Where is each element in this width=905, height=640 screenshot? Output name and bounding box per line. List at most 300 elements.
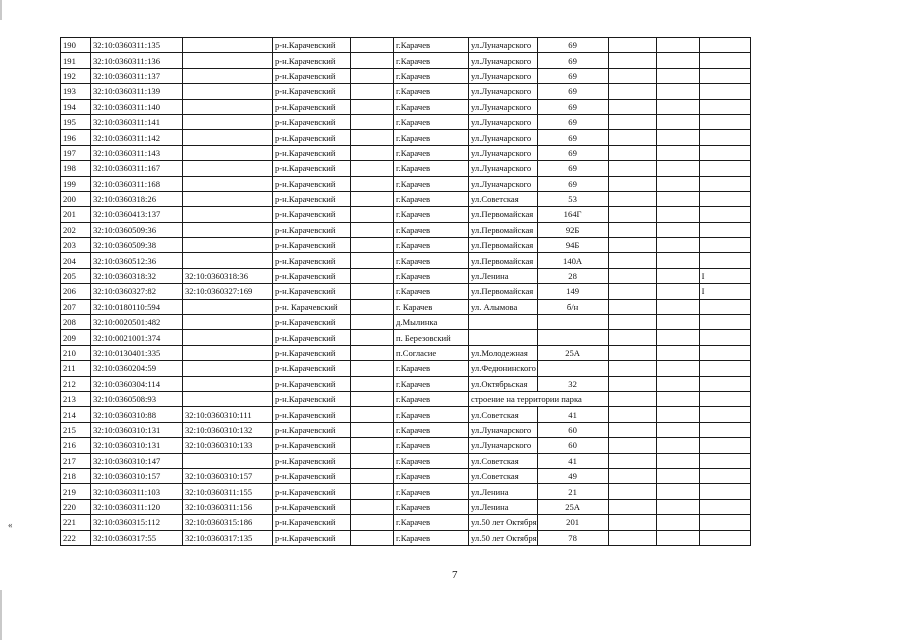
cell-row-number: 215 [61,422,91,437]
cell-spacer [351,484,394,499]
cell-related-cadastral-number [183,315,273,330]
cell-blank-a [608,315,656,330]
cell-settlement: г.Карачев [394,499,469,514]
cell-row-number: 212 [61,376,91,391]
cell-blank-b [656,161,699,176]
cell-blank-b [656,361,699,376]
table-row [61,315,751,330]
cell-settlement: г.Карачев [394,253,469,268]
cell-street: ул.Луначарского [469,176,538,191]
cell-blank-b [656,222,699,237]
cell-house-number: 69 [537,130,608,145]
cell-street [469,330,538,345]
cell-mark [699,176,750,191]
cell-blank-b [656,453,699,468]
table-row [61,391,751,406]
cell-blank-a [608,438,656,453]
cell-house-number: 69 [537,99,608,114]
cell-settlement: г.Карачев [394,438,469,453]
cell-street: ул.Молодежная [469,345,538,360]
cell-related-cadastral-number: 32:10:0360310:157 [183,468,273,483]
cell-related-cadastral-number [183,238,273,253]
cell-blank-a [608,284,656,299]
cell-street: ул.Луначарского [469,145,538,160]
table-row [61,453,751,468]
cell-house-number: 69 [537,53,608,68]
cell-settlement: г.Карачев [394,453,469,468]
cell-street: ул.Луначарского [469,130,538,145]
cell-district: р-н.Карачевский [273,130,351,145]
cell-spacer [351,68,394,83]
cell-mark [699,299,750,314]
cell-district: р-н.Карачевский [273,68,351,83]
cell-row-number: 199 [61,176,91,191]
cell-street: ул.Первомайская [469,253,538,268]
cell-row-number: 197 [61,145,91,160]
cell-cadastral-number: 32:10:0020501:482 [91,315,183,330]
cell-mark [699,38,750,53]
cell-row-number: 216 [61,438,91,453]
cell-blank-b [656,114,699,129]
cell-street: ул.Первомайская [469,284,538,299]
cell-cadastral-number: 32:10:0360311:168 [91,176,183,191]
cell-spacer [351,438,394,453]
cell-district: р-н.Карачевский [273,499,351,514]
cell-mark: I [699,268,750,283]
cell-street: ул.50 лет Октября [469,515,538,530]
cell-spacer [351,114,394,129]
cell-settlement: г.Карачев [394,130,469,145]
cell-house-number [537,361,608,376]
cell-spacer [351,530,394,545]
cell-blank-b [656,438,699,453]
cell-row-number: 221 [61,515,91,530]
cell-house-number: 25А [537,499,608,514]
cell-street: ул.Октябрьская [469,376,538,391]
cell-settlement: г.Карачев [394,191,469,206]
table-row [61,114,751,129]
cell-house-number: 69 [537,161,608,176]
cell-spacer [351,422,394,437]
cadastral-register-table [60,37,751,546]
cell-blank-a [608,268,656,283]
cell-settlement: г.Карачев [394,84,469,99]
table-row [61,284,751,299]
cell-cadastral-number: 32:10:0360318:26 [91,191,183,206]
cell-related-cadastral-number [183,207,273,222]
margin-mark: « [8,520,13,530]
cell-related-cadastral-number [183,99,273,114]
cell-cadastral-number: 32:10:0360311:140 [91,99,183,114]
cell-house-number: 32 [537,376,608,391]
cell-mark [699,438,750,453]
cell-district: р-н.Карачевский [273,330,351,345]
cell-related-cadastral-number [183,299,273,314]
cell-related-cadastral-number [183,114,273,129]
cell-house-number [537,330,608,345]
cell-cadastral-number: 32:10:0360509:38 [91,238,183,253]
cell-mark [699,391,750,406]
cell-cadastral-number: 32:10:0360204:59 [91,361,183,376]
cell-settlement: г.Карачев [394,361,469,376]
cell-street: ул.Луначарского [469,161,538,176]
cell-related-cadastral-number: 32:10:0360310:133 [183,438,273,453]
cell-blank-a [608,253,656,268]
cell-row-number: 195 [61,114,91,129]
cell-settlement: г.Карачев [394,422,469,437]
cell-cadastral-number: 32:10:0360311:141 [91,114,183,129]
cell-blank-a [608,345,656,360]
cell-settlement: г.Карачев [394,176,469,191]
cell-blank-b [656,238,699,253]
cell-blank-b [656,345,699,360]
table-row [61,422,751,437]
cell-related-cadastral-number: 32:10:0360317:135 [183,530,273,545]
cell-cadastral-number: 32:10:0360327:82 [91,284,183,299]
cell-cadastral-number: 32:10:0360318:32 [91,268,183,283]
cell-house-number: 25А [537,345,608,360]
cell-cadastral-number: 32:10:0360311:135 [91,38,183,53]
cell-cadastral-number: 32:10:0360310:147 [91,453,183,468]
cell-mark [699,453,750,468]
table-row [61,468,751,483]
cell-blank-b [656,376,699,391]
cell-house-number: 69 [537,68,608,83]
cell-district: р-н.Карачевский [273,114,351,129]
cell-house-number [537,315,608,330]
cell-cadastral-number: 32:10:0360311:136 [91,53,183,68]
cell-spacer [351,315,394,330]
table-row [61,238,751,253]
cell-row-number: 209 [61,330,91,345]
cell-blank-a [608,99,656,114]
cell-blank-b [656,145,699,160]
cell-district: р-н.Карачевский [273,422,351,437]
cell-row-number: 210 [61,345,91,360]
cell-row-number: 198 [61,161,91,176]
cell-row-number: 201 [61,207,91,222]
cell-spacer [351,38,394,53]
cell-blank-a [608,484,656,499]
cell-house-number: 164Г [537,207,608,222]
cell-blank-a [608,161,656,176]
scan-edge-top [0,0,2,20]
cell-blank-a [608,176,656,191]
cell-house-number: 140А [537,253,608,268]
cell-district: р-н.Карачевский [273,315,351,330]
cell-related-cadastral-number [183,68,273,83]
cell-blank-b [656,299,699,314]
table-row [61,376,751,391]
cell-house-number: 78 [537,530,608,545]
cell-mark [699,515,750,530]
cell-related-cadastral-number [183,191,273,206]
cell-mark [699,253,750,268]
cell-district: р-н.Карачевский [273,176,351,191]
cell-street: ул.Луначарского [469,114,538,129]
cell-row-number: 204 [61,253,91,268]
cell-street: ул.Первомайская [469,207,538,222]
cell-row-number: 200 [61,191,91,206]
cell-cadastral-number: 32:10:0360310:131 [91,422,183,437]
cell-cadastral-number: 32:10:0360311:137 [91,68,183,83]
cell-related-cadastral-number [183,253,273,268]
cell-cadastral-number: 32:10:0360315:112 [91,515,183,530]
cell-row-number: 206 [61,284,91,299]
cell-house-number: 69 [537,84,608,99]
cell-cadastral-number: 32:10:0360310:88 [91,407,183,422]
cell-spacer [351,299,394,314]
cell-spacer [351,453,394,468]
cell-blank-a [608,222,656,237]
cell-related-cadastral-number: 32:10:0360311:155 [183,484,273,499]
cell-street [469,315,538,330]
cell-blank-b [656,407,699,422]
cell-district: р-н. Карачевский [273,299,351,314]
cell-related-cadastral-number [183,361,273,376]
cell-related-cadastral-number [183,330,273,345]
cell-district: р-н.Карачевский [273,361,351,376]
cell-related-cadastral-number: 32:10:0360327:169 [183,284,273,299]
cell-street: ул.Луначарского [469,99,538,114]
cell-row-number: 192 [61,68,91,83]
cell-street: ул. Алымова [469,299,538,314]
cell-row-number: 205 [61,268,91,283]
table-row [61,299,751,314]
cell-mark [699,238,750,253]
cell-related-cadastral-number: 32:10:0360310:111 [183,407,273,422]
cell-mark [699,499,750,514]
cell-spacer [351,468,394,483]
cell-spacer [351,130,394,145]
cell-settlement: г.Карачев [394,530,469,545]
cell-district: р-н.Карачевский [273,284,351,299]
cell-house-number: 60 [537,422,608,437]
cell-house-number: 69 [537,38,608,53]
cell-street: ул.Ленина [469,268,538,283]
cell-spacer [351,515,394,530]
cell-blank-b [656,391,699,406]
cell-house-number: 41 [537,407,608,422]
cell-row-number: 217 [61,453,91,468]
cell-district: р-н.Карачевский [273,515,351,530]
cell-mark [699,130,750,145]
table-row [61,484,751,499]
cell-district: р-н.Карачевский [273,268,351,283]
cell-blank-a [608,376,656,391]
cell-blank-a [608,145,656,160]
cell-district: р-н.Карачевский [273,391,351,406]
cell-blank-a [608,68,656,83]
cell-district: р-н.Карачевский [273,53,351,68]
cell-mark [699,468,750,483]
table-row [61,207,751,222]
cell-related-cadastral-number [183,176,273,191]
cell-district: р-н.Карачевский [273,207,351,222]
cell-district: р-н.Карачевский [273,438,351,453]
cell-blank-a [608,453,656,468]
cell-street: ул.Луначарского [469,438,538,453]
cell-street: ул.Ленина [469,484,538,499]
cell-spacer [351,145,394,160]
cell-settlement: г.Карачев [394,376,469,391]
cell-blank-a [608,38,656,53]
cell-house-number: 92Б [537,222,608,237]
cell-related-cadastral-number: 32:10:0360315:186 [183,515,273,530]
cell-blank-a [608,499,656,514]
table-row [61,53,751,68]
cell-house-number: 21 [537,484,608,499]
table-row [61,176,751,191]
cell-blank-b [656,268,699,283]
cell-blank-b [656,99,699,114]
cell-blank-a [608,515,656,530]
cell-blank-a [608,207,656,222]
cell-blank-b [656,330,699,345]
cell-blank-a [608,530,656,545]
cell-spacer [351,268,394,283]
cell-settlement: г.Карачев [394,68,469,83]
cell-settlement: г. Карачев [394,299,469,314]
cell-mark [699,53,750,68]
page-number: 7 [452,569,458,581]
cell-row-number: 196 [61,130,91,145]
cell-street: ул.Советская [469,407,538,422]
cell-district: р-н.Карачевский [273,376,351,391]
cell-blank-b [656,68,699,83]
cell-house-number: 60 [537,438,608,453]
cell-street: ул.Советская [469,191,538,206]
cell-street: ул.Советская [469,468,538,483]
cell-settlement: г.Карачев [394,284,469,299]
cell-row-number: 218 [61,468,91,483]
cell-district: р-н.Карачевский [273,345,351,360]
cell-cadastral-number: 32:10:0360310:157 [91,468,183,483]
cell-house-number: б/н [537,299,608,314]
cell-settlement: г.Карачев [394,222,469,237]
cell-mark [699,484,750,499]
table-row [61,84,751,99]
cell-settlement: п.Согласие [394,345,469,360]
cell-mark [699,530,750,545]
cell-mark [699,84,750,99]
cell-row-number: 193 [61,84,91,99]
cell-spacer [351,99,394,114]
cell-street: ул.Луначарского [469,38,538,53]
table-row [61,407,751,422]
cell-blank-b [656,499,699,514]
cell-related-cadastral-number: 32:10:0360311:156 [183,499,273,514]
cell-mark [699,161,750,176]
cell-related-cadastral-number: 32:10:0360310:132 [183,422,273,437]
cell-cadastral-number: 32:10:0360413:137 [91,207,183,222]
cell-house-number: 69 [537,145,608,160]
cell-row-number: 203 [61,238,91,253]
cell-blank-a [608,407,656,422]
cell-settlement: д.Мылинка [394,315,469,330]
cell-mark [699,422,750,437]
table-row [61,515,751,530]
cell-district: р-н.Карачевский [273,161,351,176]
cell-blank-b [656,253,699,268]
cell-district: р-н.Карачевский [273,453,351,468]
cell-spacer [351,161,394,176]
cell-row-number: 214 [61,407,91,422]
cell-blank-b [656,422,699,437]
cell-blank-a [608,299,656,314]
cell-related-cadastral-number [183,38,273,53]
cell-settlement: г.Карачев [394,145,469,160]
cell-related-cadastral-number [183,130,273,145]
cell-cadastral-number: 32:10:0360311:142 [91,130,183,145]
table-row [61,222,751,237]
cell-house-number: 49 [537,468,608,483]
cell-row-number: 220 [61,499,91,514]
cell-house-number: 28 [537,268,608,283]
cell-mark [699,207,750,222]
table-row [61,130,751,145]
cell-street: строение на территории парка [469,391,609,406]
cell-row-number: 202 [61,222,91,237]
table-row [61,191,751,206]
cell-blank-b [656,315,699,330]
cell-street: ул.50 лет Октября [469,530,538,545]
cell-blank-b [656,176,699,191]
cell-street: ул.Луначарского [469,68,538,83]
cell-street: ул.Луначарского [469,53,538,68]
cell-blank-a [608,191,656,206]
cell-spacer [351,391,394,406]
cell-related-cadastral-number [183,145,273,160]
cell-cadastral-number: 32:10:0021001:374 [91,330,183,345]
cell-settlement: г.Карачев [394,53,469,68]
cell-spacer [351,361,394,376]
cell-district: р-н.Карачевский [273,84,351,99]
cell-spacer [351,207,394,222]
cell-spacer [351,499,394,514]
cell-spacer [351,176,394,191]
cell-house-number: 53 [537,191,608,206]
cell-mark: I [699,284,750,299]
cell-spacer [351,238,394,253]
cell-street: ул.Первомайская [469,222,538,237]
cell-district: р-н.Карачевский [273,222,351,237]
cell-related-cadastral-number: 32:10:0360318:36 [183,268,273,283]
cell-blank-a [608,238,656,253]
cell-mark [699,407,750,422]
table-row [61,161,751,176]
cell-street: ул.Луначарского [469,422,538,437]
table-row [61,499,751,514]
cell-cadastral-number: 32:10:0360508:93 [91,391,183,406]
cell-blank-a [608,391,656,406]
cell-settlement: г.Карачев [394,391,469,406]
cell-spacer [351,407,394,422]
cell-cadastral-number: 32:10:0360311:103 [91,484,183,499]
cell-row-number: 211 [61,361,91,376]
cell-related-cadastral-number [183,391,273,406]
cell-cadastral-number: 32:10:0360509:36 [91,222,183,237]
cell-blank-b [656,284,699,299]
table-row [61,268,751,283]
cell-settlement: г.Карачев [394,238,469,253]
cell-mark [699,315,750,330]
cell-spacer [351,222,394,237]
cell-settlement: г.Карачев [394,468,469,483]
cell-spacer [351,53,394,68]
cell-street: ул.Ленина [469,499,538,514]
cell-cadastral-number: 32:10:0360311:120 [91,499,183,514]
